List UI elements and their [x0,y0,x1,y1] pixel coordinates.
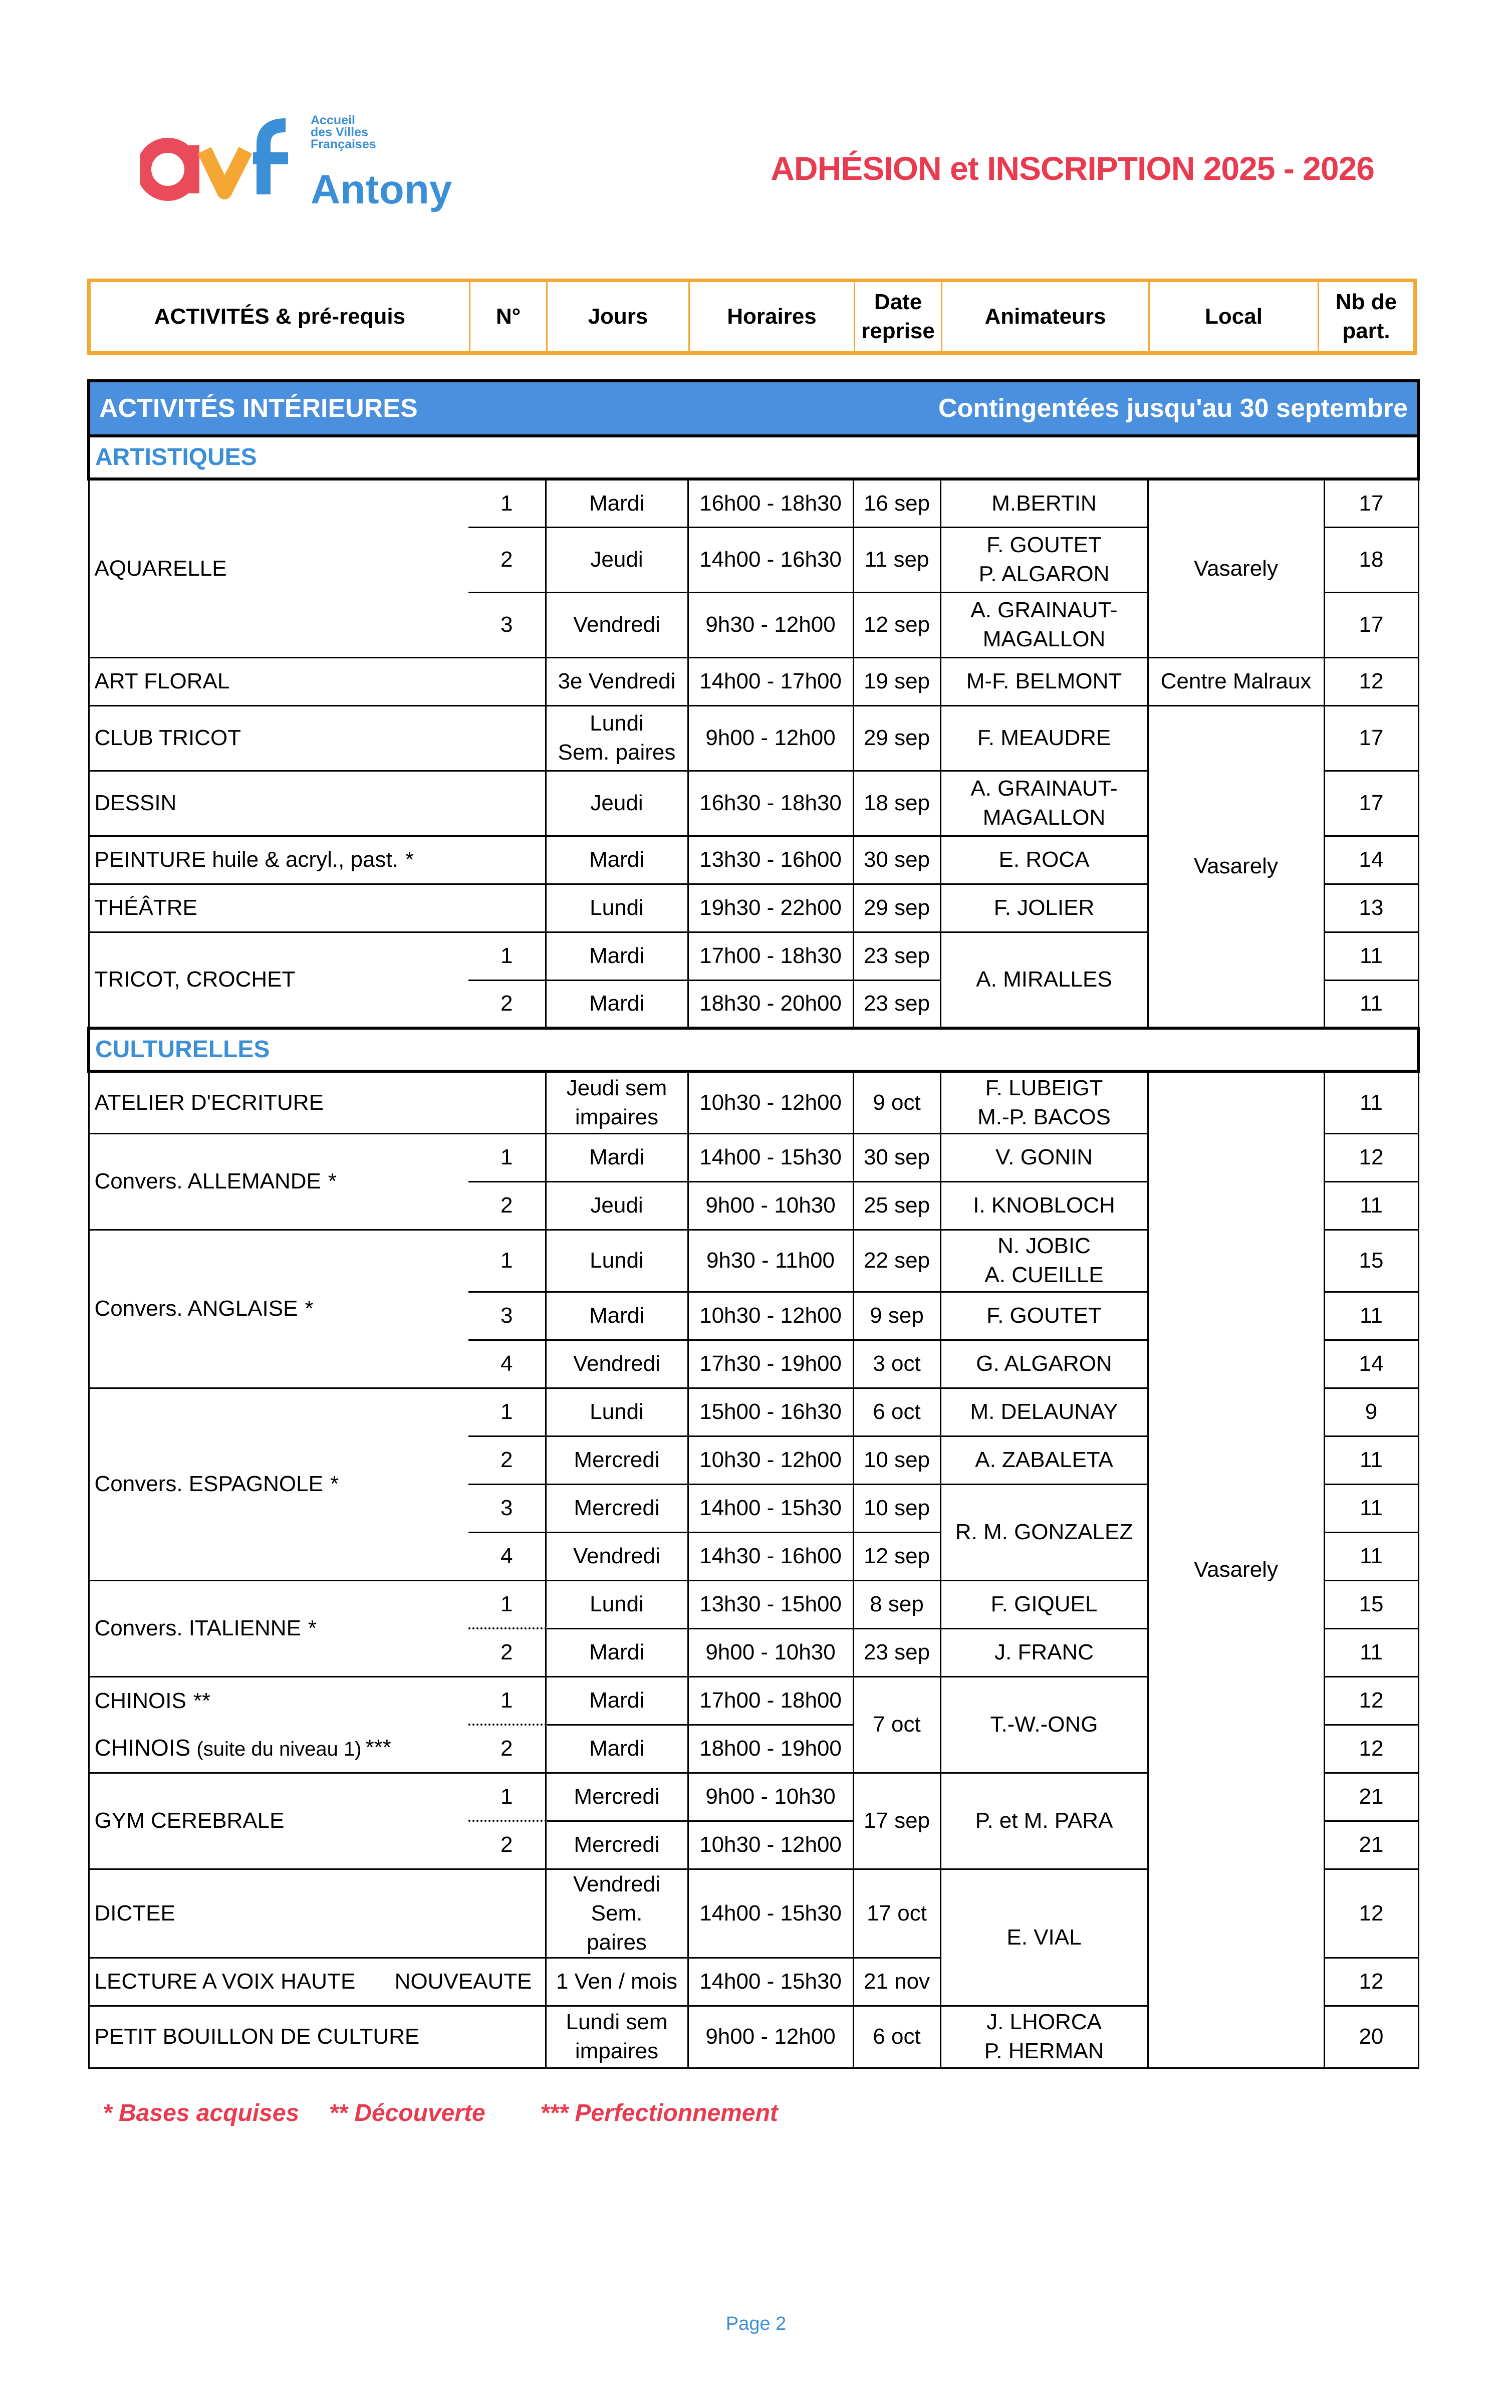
table-cell: 13h30 - 16h00 [688,836,853,884]
table-cell: Mardi [546,836,688,884]
table-cell: 17 [1324,479,1418,527]
legend-perfectionnement: *** Perfectionnement [540,2100,778,2126]
table-cell: A. GRAINAUT- MAGALLON [940,771,1148,836]
table-cell: T.-W.-ONG [940,1676,1148,1773]
table-cell: 17 oct [853,1869,940,1958]
header-nb-part: Nb de part. [1335,290,1397,343]
table-cell: 17 [1324,592,1418,657]
table-cell: 1 [468,1676,546,1725]
table-cell: 12 [1324,1676,1418,1725]
table-cell: M. DELAUNAY [940,1388,1148,1436]
table-cell: F. LUBEIGT M.-P. BACOS [940,1071,1148,1133]
table-cell: 11 [1324,1071,1418,1133]
table-cell [89,381,1418,436]
table-cell: CHINOIS ** [89,1676,468,1725]
table-cell: 11 sep [853,527,940,592]
table-cell: 10 sep [853,1436,940,1484]
table-cell: ATELIER D'ECRITURE [89,1071,546,1133]
document-title: ADHÉSION et INSCRIPTION 2025 - 2026 [771,150,1374,187]
table-cell: 18 [1324,527,1418,592]
table-cell: 10 sep [853,1484,940,1532]
header-jours: Jours [548,282,690,351]
table-cell: CLUB TRICOT [89,705,546,771]
table-cell: 4 [468,1340,546,1388]
table-cell: 2 [468,1821,546,1869]
table-cell: 23 sep [853,1628,940,1676]
table-cell: 12 [1324,1133,1418,1181]
table-cell: Mercredi [546,1484,688,1532]
table-cell: 2 [468,1628,546,1676]
table-cell: GYM CEREBRALE [89,1773,468,1869]
table-cell: 14h00 - 15h30 [688,1958,853,2006]
table-cell: P. et M. PARA [940,1773,1148,1869]
table-cell: 22 sep [853,1230,940,1292]
table-cell: R. M. GONZALEZ [940,1484,1148,1580]
table-cell: 15 [1324,1230,1418,1292]
table-cell: 1 [468,932,546,980]
table-cell: Mardi [546,980,688,1028]
table-cell: PEINTURE huile & acryl., past. * [89,836,546,884]
table-cell: 11 [1324,1532,1418,1580]
table-cell: 2 [468,1436,546,1484]
table-cell: Vendredi Sem. paires [546,1869,688,1958]
table-cell: ART FLORAL [89,657,546,705]
table-cell: 21 [1324,1821,1418,1869]
table-cell: 30 sep [853,1133,940,1181]
table-cell: 10h30 - 12h00 [688,1071,853,1133]
table-cell: LECTURE A VOIX HAUTE NOUVEAUTE [89,1958,546,2006]
table-cell: Mardi [546,1292,688,1340]
table-cell: Centre Malraux [1148,657,1324,705]
table-cell: 9 [1324,1388,1418,1436]
table-cell: 10h30 - 12h00 [688,1292,853,1340]
table-cell: Mercredi [546,1773,688,1821]
table-cell: 10h30 - 12h00 [688,1436,853,1484]
table-cell: 16 sep [853,479,940,527]
table-cell: 21 nov [853,1958,940,2006]
table-cell: DESSIN [89,771,546,836]
table-cell: 2 [468,527,546,592]
table-cell: Mercredi [546,1436,688,1484]
table-cell: Jeudi [546,771,688,836]
table-cell: Jeudi sem impaires [546,1071,688,1133]
table-cell: 13h30 - 15h00 [688,1580,853,1628]
table-cell: Mardi [546,932,688,980]
table-cell: Lundi sem impaires [546,2006,688,2068]
table-cell: 21 [1324,1773,1418,1821]
table-cell: F. MEAUDRE [940,705,1148,771]
table-cell: 18 sep [853,771,940,836]
table-cell: Mardi [546,1628,688,1676]
avf-logo-mark [140,114,306,214]
table-row [89,705,1418,771]
banner-title: ACTIVITÉS INTÉRIEURES [99,394,418,423]
table-cell: J. LHORCA P. HERMAN [940,2006,1148,2068]
table-cell: 17h00 - 18h30 [688,932,853,980]
table-cell: 1 [468,479,546,527]
local-cell: Vasarely [1148,479,1324,657]
table-cell: Mardi [546,1725,688,1773]
table-cell: 14h30 - 16h00 [688,1532,853,1580]
table-cell: F. JOLIER [940,884,1148,932]
table-cell: 1 [468,1773,546,1821]
table-cell: 9h00 - 10h30 [688,1773,853,1821]
table-cell: A. ZABALETA [940,1436,1148,1484]
table-cell: 9h30 - 11h00 [688,1230,853,1292]
table-cell: 17 [1324,771,1418,836]
table-cell: 19h30 - 22h00 [688,884,853,932]
table-cell: 1 Ven / mois [546,1958,688,2006]
table-cell: 15h00 - 16h30 [688,1388,853,1436]
activity-name: AQUARELLE [89,479,468,657]
table-cell: 23 sep [853,980,940,1028]
table-cell: F. GIQUEL [940,1580,1148,1628]
table-cell: 6 oct [853,2006,940,2068]
table-cell: 9 oct [853,1071,940,1133]
table-cell: 10h30 - 12h00 [688,1821,853,1869]
table-cell: 12 sep [853,592,940,657]
table-cell: Jeudi [546,1181,688,1230]
table-cell: 12 sep [853,1532,940,1580]
header-date: Date reprise [855,282,942,351]
table-cell: Lundi Sem. paires [546,705,688,771]
table-cell: 14h00 - 16h30 [688,527,853,592]
table-cell: E. ROCA [940,836,1148,884]
table-cell: ARTISTIQUES [89,436,1418,479]
table-cell: 18h00 - 19h00 [688,1725,853,1773]
table-cell: F. GOUTET [940,1292,1148,1340]
header-activites: ACTIVITÉS & pré-requis [91,282,470,351]
table-cell: 3e Vendredi [546,657,688,705]
table-cell: 8 sep [853,1580,940,1628]
table-cell: 18h30 - 20h00 [688,980,853,1028]
table-cell: 1 [468,1388,546,1436]
table-cell: 3 [468,592,546,657]
table-cell: 25 sep [853,1181,940,1230]
table-cell: 20 [1324,2006,1418,2068]
table-cell: 29 sep [853,884,940,932]
header-local: Local [1150,282,1319,351]
activities-table [87,379,1420,2069]
table-cell: Mardi [546,479,688,527]
section-culturelles [89,1028,1418,1071]
header-animateurs: Animateurs [942,282,1150,351]
legend-bases: * Bases acquises [103,2100,300,2126]
table-cell: 7 oct [853,1676,940,1773]
table-cell: 12 [1324,1958,1418,2006]
table-cell: 19 sep [853,657,940,705]
table-cell: 14h00 - 17h00 [688,657,853,705]
table-cell: 13 [1324,884,1418,932]
table-cell: Mardi [546,1676,688,1725]
table-cell: 16h00 - 18h30 [688,479,853,527]
table-cell: Jeudi [546,527,688,592]
table-cell: 11 [1324,1436,1418,1484]
table-cell: CULTURELLES [89,1028,1418,1071]
table-cell: M.BERTIN [940,479,1148,527]
local-cell: Vasarely [1148,1071,1324,2068]
table-cell: 1 [468,1133,546,1181]
table-cell: 12 [1324,1869,1418,1958]
table-cell: Lundi [546,1388,688,1436]
table-cell: N. JOBIC A. CUEILLE [940,1230,1148,1292]
table-cell: 11 [1324,1628,1418,1676]
table-cell: 1 [468,1230,546,1292]
table-cell: M-F. BELMONT [940,657,1148,705]
logo-city: Antony [311,167,452,212]
table-row [89,479,1418,527]
table-cell: 11 [1324,1484,1418,1532]
table-cell: Convers. ESPAGNOLE * [89,1388,468,1580]
header-num: N° [470,282,548,351]
table-cell: 15 [1324,1580,1418,1628]
table-row [89,657,1418,705]
table-cell: 9 sep [853,1292,940,1340]
table-cell: J. FRANC [940,1628,1148,1676]
table-cell: 29 sep [853,705,940,771]
table-cell: 3 [468,1484,546,1532]
banner-row [89,381,1418,436]
table-cell: CHINOIS (suite du niveau 1) *** [89,1725,468,1773]
table-cell: 14h00 - 15h30 [688,1869,853,1958]
table-cell: 11 [1324,932,1418,980]
legend-decouverte: ** Découverte [329,2100,485,2126]
section-artistiques [89,436,1418,479]
table-cell: 9h00 - 10h30 [688,1628,853,1676]
table-cell: Mercredi [546,1821,688,1869]
table-cell: 9h00 - 12h00 [688,705,853,771]
table-cell: E. VIAL [940,1869,1148,2006]
table-cell: 23 sep [853,932,940,980]
table-cell: 2 [468,1725,546,1773]
table-cell: 2 [468,1181,546,1230]
table-cell: Mardi [546,1133,688,1181]
table-cell: Lundi [546,1580,688,1628]
table-cell: 11 [1324,980,1418,1028]
legend [103,2099,801,2127]
table-cell: Vendredi [546,592,688,657]
logo-tagline: Accueil des Villes Françaises [311,113,376,151]
table-cell: 12 [1324,657,1418,705]
table-cell: Lundi [546,1230,688,1292]
table-cell: I. KNOBLOCH [940,1181,1148,1230]
local-cell: Vasarely [1148,705,1324,1028]
column-header [87,279,1417,355]
table-cell: 2 [468,980,546,1028]
table-cell: PETIT BOUILLON DE CULTURE [89,2006,546,2068]
table-cell: 12 [1324,1725,1418,1773]
table-cell: Vendredi [546,1340,688,1388]
table-cell: 14 [1324,1340,1418,1388]
avf-logo [140,114,461,214]
page-number: Page 2 [725,2313,787,2334]
table-cell: G. ALGARON [940,1340,1148,1388]
table-cell: 3 [468,1292,546,1340]
table-cell: 9h00 - 12h00 [688,2006,853,2068]
table-cell: 9h00 - 10h30 [688,1181,853,1230]
table-cell: Vendredi [546,1532,688,1580]
table-cell: A. MIRALLES [940,932,1148,1028]
table-cell: 11 [1324,1292,1418,1340]
table-cell: 11 [1324,1181,1418,1230]
table-cell: 6 oct [853,1388,940,1436]
table-cell: V. GONIN [940,1133,1148,1181]
table-cell: 30 sep [853,836,940,884]
table-cell: Convers. ANGLAISE * [89,1230,468,1388]
table-cell: 17h00 - 18h00 [688,1676,853,1725]
table-cell: Convers. ITALIENNE * [89,1580,468,1676]
table-cell: Lundi [546,884,688,932]
table-cell: TRICOT, CROCHET [89,932,468,1028]
table-cell: 14h00 - 15h30 [688,1484,853,1532]
table-cell: A. GRAINAUT- MAGALLON [940,592,1148,657]
table-cell: 9h30 - 12h00 [688,592,853,657]
table-cell: F. GOUTET P. ALGARON [940,527,1148,592]
table-cell: 16h30 - 18h30 [688,771,853,836]
table-cell: 17h30 - 19h00 [688,1340,853,1388]
table-row [89,1071,1418,1133]
table-cell: THÉÂTRE [89,884,546,932]
table-cell: 3 oct [853,1340,940,1388]
table-cell: 14 [1324,836,1418,884]
table-cell: 17 sep [853,1773,940,1869]
table-cell: 4 [468,1532,546,1580]
table-cell: Convers. ALLEMANDE * [89,1133,468,1230]
table-cell: 17 [1324,705,1418,771]
table-cell: 14h00 - 15h30 [688,1133,853,1181]
table-cell: DICTEE [89,1869,546,1958]
table-cell: 1 [468,1580,546,1628]
banner-note: Contingentées jusqu'au 30 septembre [938,394,1408,423]
header-horaires: Horaires [690,282,855,351]
